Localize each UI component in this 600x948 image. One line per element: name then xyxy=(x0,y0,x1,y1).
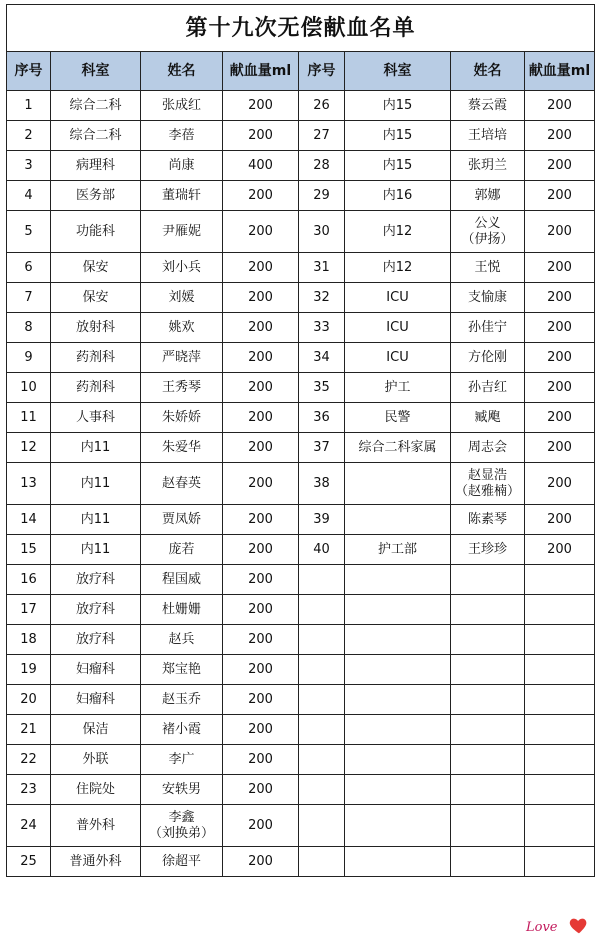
left-no-cell: 22 xyxy=(7,745,51,775)
left-dept-cell: 放射科 xyxy=(51,313,141,343)
left-name-cell: 褚小霞 xyxy=(141,715,223,745)
left-vol-cell: 200 xyxy=(223,313,299,343)
right-name-cell: 公义 （伊扬） xyxy=(451,211,525,253)
left-dept-cell: 放疗科 xyxy=(51,625,141,655)
right-dept-cell xyxy=(345,655,451,685)
right-vol-cell: 200 xyxy=(525,505,595,535)
left-dept-cell: 放疗科 xyxy=(51,595,141,625)
left-no-cell: 3 xyxy=(7,151,51,181)
left-dept-cell: 综合二科 xyxy=(51,91,141,121)
right-dept-cell xyxy=(345,805,451,847)
table-row xyxy=(7,181,595,211)
right-vol-cell xyxy=(525,595,595,625)
right-dept-cell xyxy=(345,565,451,595)
right-no-cell: 27 xyxy=(299,121,345,151)
right-vol-cell: 200 xyxy=(525,121,595,151)
table-row xyxy=(7,463,595,505)
right-vol-cell xyxy=(525,565,595,595)
left-dept-cell: 妇瘤科 xyxy=(51,685,141,715)
right-dept-cell: 民警 xyxy=(345,403,451,433)
left-name-cell: 杜姗姗 xyxy=(141,595,223,625)
right-name-cell xyxy=(451,655,525,685)
left-vol-cell: 200 xyxy=(223,805,299,847)
table-row xyxy=(7,343,595,373)
left-name-cell: 姚欢 xyxy=(141,313,223,343)
left-name-cell: 李蓓 xyxy=(141,121,223,151)
right-vol-cell xyxy=(525,805,595,847)
header-volume-left: 献血量ml xyxy=(223,52,299,91)
left-dept-cell: 药剂科 xyxy=(51,373,141,403)
right-name-cell: 孙吉红 xyxy=(451,373,525,403)
right-name-cell xyxy=(451,745,525,775)
left-vol-cell: 200 xyxy=(223,685,299,715)
blood-donation-sheet xyxy=(6,4,594,877)
left-no-cell: 12 xyxy=(7,433,51,463)
left-vol-cell: 200 xyxy=(223,505,299,535)
right-dept-cell xyxy=(345,715,451,745)
table-row xyxy=(7,403,595,433)
left-vol-cell: 200 xyxy=(223,715,299,745)
left-name-cell: 赵兵 xyxy=(141,625,223,655)
left-vol-cell: 400 xyxy=(223,151,299,181)
right-vol-cell: 200 xyxy=(525,91,595,121)
right-dept-cell: 内16 xyxy=(345,181,451,211)
left-dept-cell: 普通外科 xyxy=(51,847,141,877)
left-no-cell: 24 xyxy=(7,805,51,847)
right-name-cell: 支愉康 xyxy=(451,283,525,313)
left-name-cell: 朱爱华 xyxy=(141,433,223,463)
left-vol-cell: 200 xyxy=(223,91,299,121)
left-name-cell: 赵玉乔 xyxy=(141,685,223,715)
right-no-cell xyxy=(299,715,345,745)
right-vol-cell: 200 xyxy=(525,151,595,181)
left-vol-cell: 200 xyxy=(223,655,299,685)
left-dept-cell: 放疗科 xyxy=(51,565,141,595)
right-dept-cell: 内15 xyxy=(345,121,451,151)
left-name-cell: 严晓萍 xyxy=(141,343,223,373)
right-no-cell xyxy=(299,685,345,715)
right-no-cell xyxy=(299,805,345,847)
left-name-cell: 贾凤娇 xyxy=(141,505,223,535)
right-no-cell: 30 xyxy=(299,211,345,253)
left-dept-cell: 药剂科 xyxy=(51,343,141,373)
right-vol-cell: 200 xyxy=(525,211,595,253)
header-no-left: 序号 xyxy=(7,52,51,91)
love-text: Love xyxy=(526,920,558,935)
left-vol-cell: 200 xyxy=(223,211,299,253)
left-no-cell: 11 xyxy=(7,403,51,433)
left-name-cell: 李鑫 （刘换弟） xyxy=(141,805,223,847)
right-name-cell: 陈素琴 xyxy=(451,505,525,535)
table-row xyxy=(7,505,595,535)
right-name-cell xyxy=(451,625,525,655)
left-dept-cell: 妇瘤科 xyxy=(51,655,141,685)
right-vol-cell xyxy=(525,745,595,775)
left-vol-cell: 200 xyxy=(223,463,299,505)
left-no-cell: 15 xyxy=(7,535,51,565)
right-vol-cell: 200 xyxy=(525,535,595,565)
right-vol-cell: 200 xyxy=(525,313,595,343)
right-dept-cell xyxy=(345,595,451,625)
header-dept-left: 科室 xyxy=(51,52,141,91)
left-dept-cell: 内11 xyxy=(51,505,141,535)
left-vol-cell: 200 xyxy=(223,253,299,283)
right-dept-cell: 护工 xyxy=(345,373,451,403)
right-vol-cell xyxy=(525,847,595,877)
right-dept-cell: 护工部 xyxy=(345,535,451,565)
left-dept-cell: 住院处 xyxy=(51,775,141,805)
page-title: 第十九次无偿献血名单 xyxy=(7,5,595,52)
table-row xyxy=(7,745,595,775)
right-name-cell xyxy=(451,847,525,877)
right-name-cell: 王珍珍 xyxy=(451,535,525,565)
right-dept-cell xyxy=(345,625,451,655)
right-name-cell xyxy=(451,595,525,625)
right-no-cell xyxy=(299,847,345,877)
left-dept-cell: 保洁 xyxy=(51,715,141,745)
left-dept-cell: 保安 xyxy=(51,283,141,313)
right-name-cell: 周志会 xyxy=(451,433,525,463)
right-dept-cell: 内15 xyxy=(345,151,451,181)
left-no-cell: 18 xyxy=(7,625,51,655)
left-no-cell: 23 xyxy=(7,775,51,805)
right-dept-cell: ICU xyxy=(345,343,451,373)
table-row xyxy=(7,373,595,403)
left-vol-cell: 200 xyxy=(223,745,299,775)
right-dept-cell xyxy=(345,505,451,535)
left-no-cell: 19 xyxy=(7,655,51,685)
table-row xyxy=(7,655,595,685)
left-no-cell: 8 xyxy=(7,313,51,343)
right-no-cell: 39 xyxy=(299,505,345,535)
left-vol-cell: 200 xyxy=(223,343,299,373)
table-row xyxy=(7,253,595,283)
right-no-cell: 36 xyxy=(299,403,345,433)
right-no-cell: 37 xyxy=(299,433,345,463)
left-no-cell: 1 xyxy=(7,91,51,121)
left-vol-cell: 200 xyxy=(223,403,299,433)
left-no-cell: 21 xyxy=(7,715,51,745)
right-no-cell xyxy=(299,775,345,805)
left-dept-cell: 内11 xyxy=(51,535,141,565)
left-vol-cell: 200 xyxy=(223,595,299,625)
right-dept-cell: 内15 xyxy=(345,91,451,121)
left-vol-cell: 200 xyxy=(223,121,299,151)
table-row xyxy=(7,805,595,847)
right-vol-cell: 200 xyxy=(525,283,595,313)
left-no-cell: 20 xyxy=(7,685,51,715)
left-no-cell: 14 xyxy=(7,505,51,535)
right-name-cell xyxy=(451,715,525,745)
left-dept-cell: 病理科 xyxy=(51,151,141,181)
header-row xyxy=(7,52,595,91)
right-no-cell: 40 xyxy=(299,535,345,565)
header-no-right: 序号 xyxy=(299,52,345,91)
right-no-cell xyxy=(299,595,345,625)
right-no-cell: 33 xyxy=(299,313,345,343)
left-name-cell: 王秀琴 xyxy=(141,373,223,403)
right-no-cell xyxy=(299,655,345,685)
left-dept-cell: 保安 xyxy=(51,253,141,283)
left-vol-cell: 200 xyxy=(223,433,299,463)
right-name-cell: 张玥兰 xyxy=(451,151,525,181)
left-no-cell: 9 xyxy=(7,343,51,373)
right-no-cell xyxy=(299,565,345,595)
left-dept-cell: 普外科 xyxy=(51,805,141,847)
table-row xyxy=(7,433,595,463)
left-dept-cell: 外联 xyxy=(51,745,141,775)
right-name-cell xyxy=(451,805,525,847)
donor-table xyxy=(6,4,595,877)
left-dept-cell: 功能科 xyxy=(51,211,141,253)
right-dept-cell xyxy=(345,847,451,877)
right-vol-cell: 200 xyxy=(525,463,595,505)
left-dept-cell: 内11 xyxy=(51,463,141,505)
left-name-cell: 程国威 xyxy=(141,565,223,595)
left-name-cell: 赵春英 xyxy=(141,463,223,505)
right-vol-cell: 200 xyxy=(525,403,595,433)
table-row xyxy=(7,313,595,343)
left-dept-cell: 综合二科 xyxy=(51,121,141,151)
left-name-cell: 朱娇娇 xyxy=(141,403,223,433)
left-name-cell: 刘小兵 xyxy=(141,253,223,283)
right-name-cell xyxy=(451,565,525,595)
right-no-cell: 38 xyxy=(299,463,345,505)
left-no-cell: 5 xyxy=(7,211,51,253)
right-vol-cell: 200 xyxy=(525,253,595,283)
right-name-cell: 方伦刚 xyxy=(451,343,525,373)
left-vol-cell: 200 xyxy=(223,775,299,805)
right-no-cell: 26 xyxy=(299,91,345,121)
right-vol-cell xyxy=(525,775,595,805)
left-vol-cell: 200 xyxy=(223,565,299,595)
table-row xyxy=(7,211,595,253)
left-no-cell: 2 xyxy=(7,121,51,151)
table-row xyxy=(7,775,595,805)
heart-icon xyxy=(568,914,590,936)
left-name-cell: 张成红 xyxy=(141,91,223,121)
table-row xyxy=(7,121,595,151)
table-row xyxy=(7,283,595,313)
right-vol-cell: 200 xyxy=(525,181,595,211)
left-vol-cell: 200 xyxy=(223,283,299,313)
right-vol-cell: 200 xyxy=(525,433,595,463)
table-row xyxy=(7,565,595,595)
right-name-cell: 赵显浩 （赵雅楠） xyxy=(451,463,525,505)
right-name-cell xyxy=(451,685,525,715)
right-vol-cell xyxy=(525,685,595,715)
right-dept-cell: ICU xyxy=(345,283,451,313)
left-vol-cell: 200 xyxy=(223,181,299,211)
left-vol-cell: 200 xyxy=(223,373,299,403)
right-vol-cell xyxy=(525,715,595,745)
right-name-cell: 王培培 xyxy=(451,121,525,151)
left-name-cell: 庞若 xyxy=(141,535,223,565)
right-dept-cell: 内12 xyxy=(345,253,451,283)
right-no-cell: 35 xyxy=(299,373,345,403)
right-dept-cell xyxy=(345,775,451,805)
left-no-cell: 4 xyxy=(7,181,51,211)
right-vol-cell xyxy=(525,625,595,655)
left-no-cell: 16 xyxy=(7,565,51,595)
left-dept-cell: 内11 xyxy=(51,433,141,463)
right-dept-cell: 内12 xyxy=(345,211,451,253)
left-name-cell: 刘媛 xyxy=(141,283,223,313)
right-vol-cell: 200 xyxy=(525,373,595,403)
right-no-cell: 29 xyxy=(299,181,345,211)
right-name-cell: 郭娜 xyxy=(451,181,525,211)
right-dept-cell: 综合二科家属 xyxy=(345,433,451,463)
right-no-cell: 32 xyxy=(299,283,345,313)
header-name-right: 姓名 xyxy=(451,52,525,91)
table-row xyxy=(7,847,595,877)
right-name-cell xyxy=(451,775,525,805)
left-name-cell: 董瑞轩 xyxy=(141,181,223,211)
left-vol-cell: 200 xyxy=(223,625,299,655)
right-name-cell: 孙佳宁 xyxy=(451,313,525,343)
table-row xyxy=(7,715,595,745)
right-dept-cell: ICU xyxy=(345,313,451,343)
right-dept-cell xyxy=(345,463,451,505)
left-name-cell: 郑宝艳 xyxy=(141,655,223,685)
table-row xyxy=(7,91,595,121)
left-name-cell: 尚康 xyxy=(141,151,223,181)
left-dept-cell: 人事科 xyxy=(51,403,141,433)
left-no-cell: 25 xyxy=(7,847,51,877)
right-dept-cell xyxy=(345,745,451,775)
left-name-cell: 李广 xyxy=(141,745,223,775)
left-no-cell: 7 xyxy=(7,283,51,313)
right-no-cell: 28 xyxy=(299,151,345,181)
right-name-cell: 蔡云霞 xyxy=(451,91,525,121)
left-no-cell: 6 xyxy=(7,253,51,283)
right-no-cell xyxy=(299,625,345,655)
left-no-cell: 13 xyxy=(7,463,51,505)
left-dept-cell: 医务部 xyxy=(51,181,141,211)
header-name-left: 姓名 xyxy=(141,52,223,91)
left-no-cell: 10 xyxy=(7,373,51,403)
left-name-cell: 安轶男 xyxy=(141,775,223,805)
table-row xyxy=(7,151,595,181)
right-vol-cell: 200 xyxy=(525,343,595,373)
table-row xyxy=(7,535,595,565)
right-vol-cell xyxy=(525,655,595,685)
left-name-cell: 尹雁妮 xyxy=(141,211,223,253)
right-no-cell xyxy=(299,745,345,775)
table-row xyxy=(7,595,595,625)
left-vol-cell: 200 xyxy=(223,535,299,565)
header-volume-right: 献血量ml xyxy=(525,52,595,91)
love-stamp xyxy=(526,910,596,942)
left-no-cell: 17 xyxy=(7,595,51,625)
header-dept-right: 科室 xyxy=(345,52,451,91)
right-name-cell: 臧飑 xyxy=(451,403,525,433)
left-name-cell: 徐超平 xyxy=(141,847,223,877)
right-no-cell: 31 xyxy=(299,253,345,283)
right-dept-cell xyxy=(345,685,451,715)
right-name-cell: 王悦 xyxy=(451,253,525,283)
right-no-cell: 34 xyxy=(299,343,345,373)
left-vol-cell: 200 xyxy=(223,847,299,877)
table-row xyxy=(7,685,595,715)
table-row xyxy=(7,625,595,655)
